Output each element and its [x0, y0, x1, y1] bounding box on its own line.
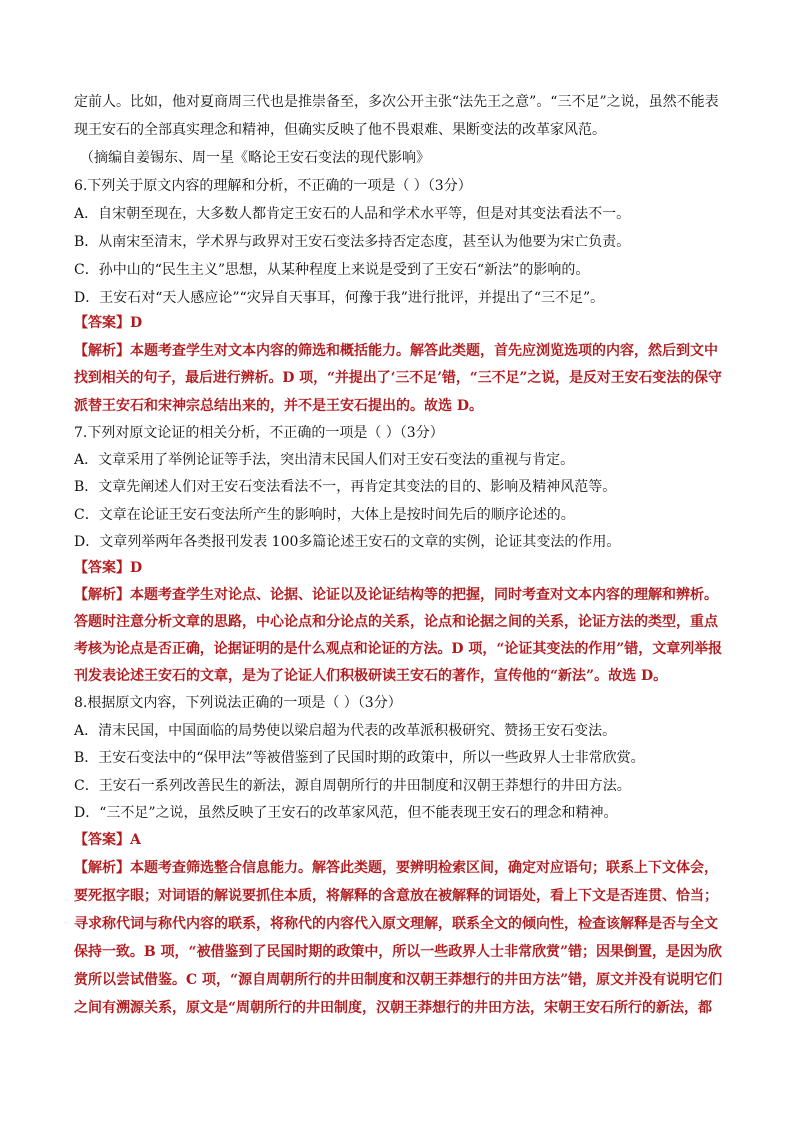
analysis-7-line: 考核为论点是否正确，论据证明的是什么观点和论证的方法。D 项，“论证其变法的作用”错，文章列举报 [74, 641, 723, 657]
text-line: 定前人。比如，他对夏商周三代也是推崇备至，多次公开主张“法先王之意”。“三不足”之说，虽然不能表 [74, 94, 719, 110]
question-7-option-d: D．文章列举两年各类报刊发表 100多篇论述王安石的文章的实例，论证其变法的作用。 [74, 534, 621, 550]
analysis-6-line: 【解析】本题考查学生对文本内容的筛选和概括能力。解答此类题，首先应浏览选项的内容，然后到文中 [74, 343, 718, 359]
question-7-stem: 7.下列对原文论证的相关分析，不正确的一项是（ ）（3分） [74, 425, 444, 441]
analysis-8-line: 要死抠字眼；对词语的解说要抓住本质，将解释的含意放在被解释的词语处，看上下文是否连贯、恰当； [74, 888, 718, 904]
answer-8: 【答案】A [74, 832, 141, 848]
question-6-option-d: D．王安石对“天人感应论”“灾异自天事耳，何豫于我”进行批评，并提出了“三不足”。 [74, 290, 605, 306]
question-8-option-d: D．“三不足”之说，虽然反映了王安石的改革家风范，但不能表现王安石的理念和精神。 [74, 805, 618, 821]
question-6-option-c: C．孙中山的“民生主义”思想，从某种程度上来说是受到了王安石“新法”的影响的。 [74, 262, 590, 278]
question-6-option-a: A．自宋朝至现在，大多数人都肯定王安石的人品和学术水平等，但是对其变法看法不一。 [74, 206, 631, 222]
analysis-7-line: 答题时注意分析文章的思路，中心论点和分论点的关系，论点和论据之间的关系，论证方法的类型，重点 [74, 614, 718, 630]
analysis-7-line: 刊发表论述王安石的文章，是为了论证人们积极研读王安石的著作，宣传他的“新法”。故选 D。 [74, 668, 668, 684]
question-8-stem: 8.根据原文内容，下列说法正确的一项是（ ）（3分） [74, 695, 402, 711]
analysis-6-line: 找到相关的句子，最后进行辨析。D 项，“并提出了‘三不足’错，“三不足”之说，是反对王安石变法的保守 [74, 370, 722, 386]
analysis-8-line: 之间有溯源关系，原文是“周朝所行的井田制度，汉朝王莽想行的井田方法，宋朝王安石所行的新法，都 [74, 1000, 713, 1016]
question-7-option-b: B．文章先阐述人们对王安石变法看法不一，再肯定其变法的目的、影响及精神风范等。 [74, 479, 617, 495]
answer-6: 【答案】D [74, 315, 143, 331]
answer-7: 【答案】D [74, 560, 143, 576]
analysis-8-line: 寻求称代词与称代内容的联系，将称代的内容代入原文理解，联系全文的倾向性，检查该解释是否与全文 [74, 916, 718, 932]
question-8-option-c: C．王安石一系列改善民生的新法，源自周朝所行的井田制度和汉朝王莽想行的井田方法。 [74, 778, 631, 794]
analysis-8-line: 赏所以尝试借鉴。C 项，“源自周朝所行的井田制度和汉朝王莽想行的井田方法”错，原文并没有说明它们 [74, 972, 723, 988]
question-6-option-b: B．从南宋至清末，学术界与政界对王安石变法多持否定态度，甚至认为他要为宋亡负责。 [74, 234, 631, 250]
analysis-7-line: 【解析】本题考查学生对论点、论据、论证以及论证结构等的把握，同时考查对文本内容的理解和辨析。 [74, 587, 718, 603]
text-line: 现王安石的全部真实理念和精神，但确实反映了他不畏艰难、果断变法的改革家风范。 [74, 122, 606, 138]
analysis-8-line: 保持一致。B 项，“被借鉴到了民国时期的政策中，所以一些政界人士非常欣赏”错；因果倒置，是因为欣 [74, 944, 722, 960]
question-7-option-c: C．文章在论证王安石变法所产生的影响时，大体上是按时间先后的顺序论述的。 [74, 507, 575, 523]
question-6-stem: 6.下列关于原文内容的理解和分析，不正确的一项是（ ）（3分） [74, 178, 472, 194]
analysis-6-line: 派替王安石和宋神宗总结出来的，并不是王安石提出的。故选 D。 [74, 398, 484, 414]
source-citation: （摘编自姜锡东、周一星《略论王安石变法的现代影响》 [80, 150, 430, 166]
question-8-option-b: B．王安石变法中的“保甲法”等被借鉴到了民国时期的政策中，所以一些政界人士非常欣赏。 [74, 750, 645, 766]
question-8-option-a: A．清末民国，中国面临的局势使以梁启超为代表的改革派积极研究、赞扬王安石变法。 [74, 723, 617, 739]
analysis-8-line: 【解析】本题考查筛选整合信息能力。解答此类题，要辨明检索区间，确定对应语句；联系上下文体会， [74, 860, 718, 876]
question-7-option-a: A．文章采用了举例论证等手法，突出清末民国人们对王安石变法的重视与肯定。 [74, 452, 575, 468]
